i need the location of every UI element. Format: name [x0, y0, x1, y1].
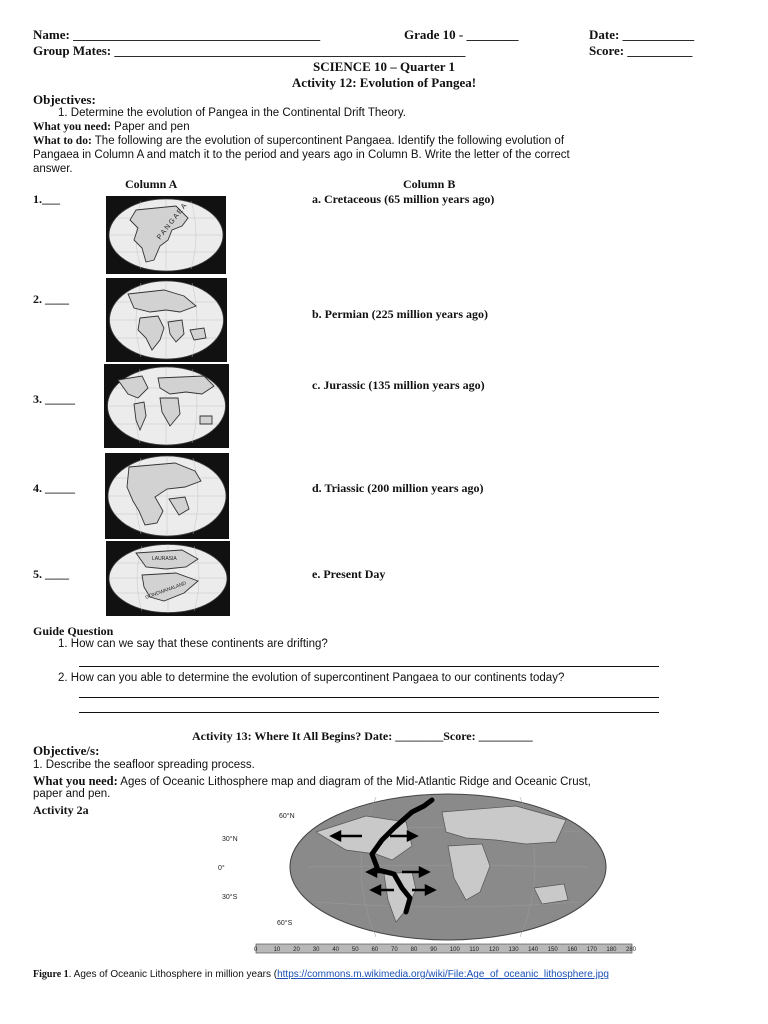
activity13-need-label: What you need:: [33, 774, 118, 788]
scale-tick-label: 40: [332, 947, 340, 953]
what-to-do-line-1: [33, 135, 564, 147]
oceanic-lithosphere-figure: [216, 792, 656, 968]
pangea-map-1: [106, 196, 226, 274]
scale-tick-label: 170: [586, 947, 597, 953]
figure-source-link[interactable]: https://commons.m.wikimedia.org/wiki/File:Age_of_oceanic_lithosphere.jpg: [277, 969, 609, 980]
gondwanaland-label: GONDWANALAND: [144, 580, 188, 601]
guide-question-heading: Guide Question: [33, 624, 114, 638]
pangaea-map-word: P A N G A E A: [156, 202, 189, 242]
grade-field-label: Grade 10 - ________: [404, 27, 519, 42]
what-to-do-line-2: Pangaea in Column A and match it to the period and years ago in Column B. Write the letter of the correct: [33, 149, 570, 161]
lat-label-0: 0°: [218, 865, 225, 872]
answer-blank-2[interactable]: 2. ____: [33, 292, 69, 306]
answer-line-q2a[interactable]: [79, 697, 659, 698]
objectives-heading: Objectives:: [33, 92, 96, 107]
scale-tick-label: 100: [449, 947, 460, 953]
choice-a: a. Cretaceous (65 million years ago): [312, 192, 495, 206]
pangea-map-2: [106, 278, 227, 362]
what-to-do-text: The following are the evolution of supercontinent Pangaea. Identify the following evolution of: [91, 135, 565, 147]
pangea-map-5: [106, 541, 230, 616]
what-you-need-line: [33, 121, 190, 133]
date-field-label: Date: ___________: [589, 27, 695, 42]
activity13-objective-heading: Objective/s:: [33, 743, 100, 758]
course-title: SCIENCE 10 – Quarter 1: [312, 59, 456, 74]
scale-tick-label: 50: [351, 947, 359, 953]
scale-tick-label: 140: [528, 947, 539, 953]
scale-tick-label: 0: [254, 947, 258, 953]
answer-blank-1[interactable]: 1.___: [33, 192, 60, 206]
activity13-objective-1: 1. Describe the seafloor spreading process.: [33, 759, 255, 771]
scale-tick-label: 160: [567, 947, 578, 953]
objective-1: 1. Determine the evolution of Pangea in the Continental Drift Theory.: [58, 107, 406, 119]
scale-tick-label: 130: [508, 947, 519, 953]
guide-question-2: 2. How can you able to determine the evolution of supercontinent Pangaea to our continents today?: [58, 672, 565, 684]
activity12-title: Activity 12: Evolution of Pangea!: [291, 75, 477, 90]
score-field-label: Score: __________: [589, 43, 693, 58]
pangea-map-4: [105, 453, 229, 539]
activity-2a-label: Activity 2a: [33, 803, 89, 817]
scale-tick-label: 80: [410, 947, 418, 953]
choice-d: d. Triassic (200 million years ago): [312, 481, 484, 495]
figure-caption-label: Figure 1: [33, 969, 69, 980]
activity13-need-text: Ages of Oceanic Lithosphere map and diagram of the Mid-Atlantic Ridge and Oceanic Crust,: [117, 776, 591, 788]
scale-tick-label: 70: [391, 947, 398, 953]
pangea-map-3: [104, 364, 229, 448]
lat-label-30n: 30°N: [222, 836, 238, 843]
lat-label-60s: 60°S: [277, 920, 293, 927]
scale-tick-label: 60: [371, 947, 379, 953]
choice-b: b. Permian (225 million years ago): [312, 307, 488, 321]
column-b-heading: Column B: [403, 177, 456, 191]
what-to-do-label: What to do:: [33, 135, 92, 147]
scale-tick-label: 110: [469, 947, 479, 953]
answer-line-q2b[interactable]: [79, 712, 659, 713]
column-a-heading: Column A: [125, 177, 178, 191]
activity13-need-line: [33, 774, 591, 789]
scale-tick-label: 150: [547, 947, 558, 953]
activity13-title: Activity 13: Where It All Begins? Date: ________Score: _________: [192, 729, 533, 743]
scale-tick-label: 120: [488, 947, 499, 953]
groupmates-field-label: Group Mates: ______________________________________________________: [33, 43, 466, 58]
choice-e: e. Present Day: [312, 567, 386, 581]
answer-blank-4[interactable]: 4. _____: [33, 481, 75, 495]
scale-tick-label: 180: [606, 947, 617, 953]
choice-c: c. Jurassic (135 million years ago): [312, 378, 485, 392]
what-you-need-text: Paper and pen: [110, 121, 190, 133]
guide-question-1: 1. How can we say that these continents are drifting?: [58, 638, 328, 650]
name-field-label: Name: ______________________________________: [33, 27, 321, 42]
figure-caption-text: . Ages of Oceanic Lithosphere in million years (: [68, 969, 278, 980]
figure-caption: [33, 969, 609, 980]
what-to-do-line-3: answer.: [33, 163, 73, 175]
scale-tick-label: 280: [626, 947, 637, 953]
scale-tick-label: 30: [312, 947, 320, 953]
laurasia-label: LAURASIA: [152, 556, 177, 562]
answer-line-q1[interactable]: [79, 666, 659, 667]
answer-blank-5[interactable]: 5. ____: [33, 567, 69, 581]
lat-label-60n: 60°N: [279, 813, 295, 820]
lat-label-30s: 30°S: [222, 894, 238, 901]
scale-tick-label: 10: [273, 947, 281, 953]
activity13-need-line-2: paper and pen.: [33, 788, 111, 800]
scale-tick-label: 20: [293, 947, 300, 953]
scale-tick-label: 90: [430, 947, 437, 953]
answer-blank-3[interactable]: 3. _____: [33, 392, 75, 406]
what-you-need-label: What you need:: [33, 121, 111, 133]
